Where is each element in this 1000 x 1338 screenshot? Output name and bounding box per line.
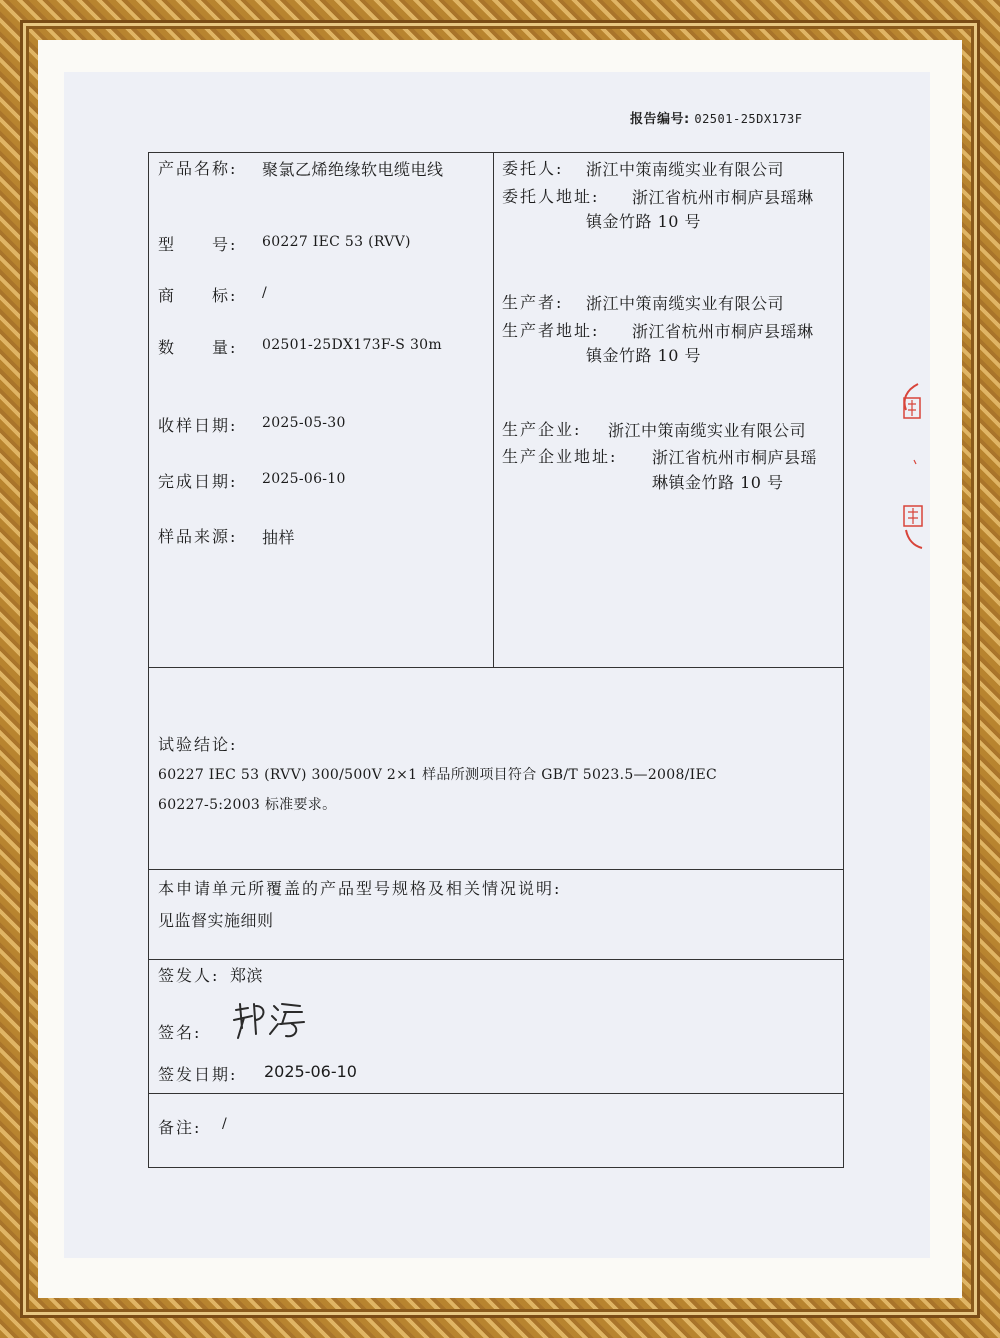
report-number-label: 报告编号:: [630, 112, 690, 127]
completed-date-label: 完成日期:: [158, 472, 238, 491]
product-name-value: 聚氯乙烯绝缘软电缆电线: [262, 160, 444, 179]
client-address-label: 委托人地址:: [502, 187, 600, 206]
enterprise-value: 浙江中策南缆实业有限公司: [608, 421, 807, 440]
quantity-label: 数 量:: [158, 338, 238, 357]
enterprise-label: 生产企业:: [502, 420, 582, 439]
client-address-line-1: 浙江省杭州市桐庐县瑶琳: [632, 188, 814, 207]
row-divider: [149, 959, 843, 960]
client-value: 浙江中策南缆实业有限公司: [586, 160, 785, 179]
sample-source-label: 样品来源:: [158, 527, 238, 546]
conclusion-line-1: 60227 IEC 53 (RVV) 300/500V 2×1 样品所测项目符合 GB/T 5023.5—2008/IEC: [158, 767, 718, 783]
received-date-label: 收样日期:: [158, 416, 238, 435]
report-number-value: 02501-25DX173F: [694, 112, 803, 126]
brand-label: 商 标:: [158, 286, 238, 305]
producer-address-line-1: 浙江省杭州市桐庐县瑶琳: [632, 322, 814, 341]
model-label: 型 号:: [158, 235, 238, 254]
quantity-value: 02501-25DX173F-S 30m: [262, 337, 442, 353]
column-divider: [493, 153, 494, 667]
remarks-value: /: [222, 1116, 228, 1132]
enterprise-address-label: 生产企业地址:: [502, 447, 618, 466]
issue-date-label: 签发日期:: [158, 1065, 238, 1084]
row-divider: [149, 667, 843, 668]
received-date-value: 2025-05-30: [262, 415, 346, 431]
conclusion-label: 试验结论:: [158, 735, 238, 754]
coverage-label: 本申请单元所覆盖的产品型号规格及相关情况说明:: [158, 879, 562, 898]
remarks-label: 备注:: [158, 1118, 202, 1137]
brand-value: /: [262, 285, 268, 301]
signature-label: 签名:: [158, 1023, 202, 1042]
model-value: 60227 IEC 53 (RVV): [262, 234, 411, 250]
issue-date-value: 2025-06-10: [264, 1062, 357, 1081]
coverage-value: 见监督实施细则: [158, 911, 274, 930]
producer-address-line-2: 镇金竹路 10 号: [586, 346, 702, 365]
client-label: 委托人:: [502, 159, 564, 178]
producer-value: 浙江中策南缆实业有限公司: [586, 294, 785, 313]
product-name-label: 产品名称:: [158, 159, 238, 178]
issuer-label: 签发人:: [158, 966, 220, 985]
red-seal-stamp: [898, 380, 932, 550]
issuer-value: 郑滨: [230, 966, 264, 985]
handwritten-signature: [230, 998, 310, 1042]
enterprise-address-line-1: 浙江省杭州市桐庐县瑶: [652, 448, 818, 467]
sample-source-value: 抽样: [262, 528, 296, 547]
completed-date-value: 2025-06-10: [262, 471, 346, 487]
report-number: [630, 108, 803, 127]
producer-address-label: 生产者地址:: [502, 321, 600, 340]
producer-label: 生产者:: [502, 293, 564, 312]
row-divider: [149, 869, 843, 870]
client-address-line-2: 镇金竹路 10 号: [586, 212, 702, 231]
enterprise-address-line-2: 琳镇金竹路 10 号: [652, 473, 784, 492]
conclusion-line-2: 60227-5:2003 标准要求。: [158, 797, 337, 813]
row-divider: [149, 1093, 843, 1094]
